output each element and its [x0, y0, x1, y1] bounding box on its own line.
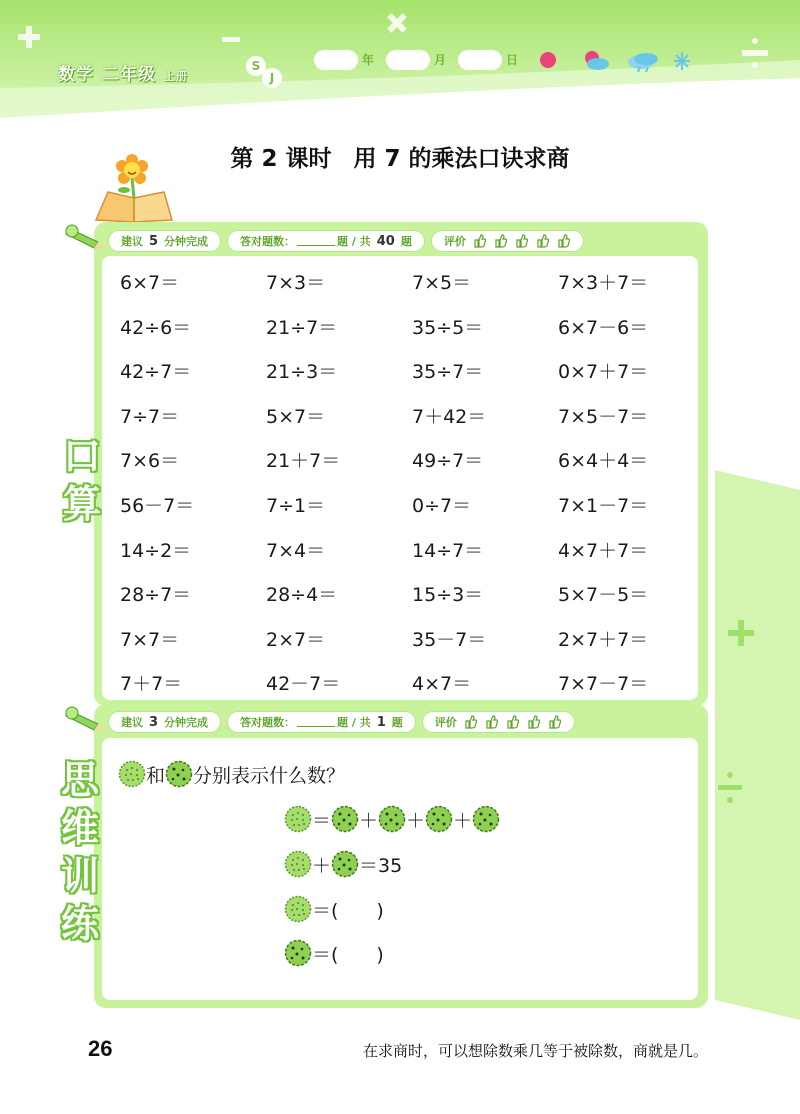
lesson-number: 第 2 课时	[230, 146, 332, 172]
total-label: 题 / 共	[337, 235, 371, 248]
day-label: 日	[506, 53, 519, 67]
oral-problem: 2×7＋7＝	[558, 628, 649, 651]
equation-2	[284, 849, 402, 879]
eq1-op-1: ＝	[312, 809, 332, 832]
thumb-up-icon[interactable]	[536, 234, 550, 248]
answer-blank-a[interactable]: ＝( )	[312, 899, 384, 922]
oral-problem: 7÷1＝	[266, 494, 326, 517]
rating-label: 评价	[434, 716, 457, 729]
total-value: 1	[376, 714, 386, 730]
weather-icons	[536, 50, 706, 74]
correct-label: 答对题数：	[240, 716, 296, 729]
suggest-label: 建议	[121, 716, 143, 729]
oral-suggest-time	[108, 230, 221, 252]
oral-problem: 42÷7＝	[120, 361, 192, 384]
oral-problem: 28÷4＝	[266, 584, 338, 607]
oral-problem: 7×7－7＝	[558, 673, 649, 696]
oral-problem: 7×3＝	[266, 272, 326, 294]
volume-label: 上册	[164, 70, 188, 83]
correct-count-field[interactable]	[297, 236, 335, 246]
oral-problem: 7×1－7＝	[558, 494, 649, 517]
total-value: 40	[376, 233, 395, 249]
thumb-up-icon[interactable]	[515, 234, 529, 248]
subject-label: 数学	[58, 65, 94, 85]
suggest-label: 建议	[121, 235, 143, 248]
thinking-correct-count	[227, 711, 416, 733]
rain-icon[interactable]	[634, 53, 658, 72]
thumb-up-icon[interactable]	[473, 234, 487, 248]
oral-problem: 42－7＝	[266, 673, 341, 696]
oral-problem: 21÷3＝	[266, 361, 338, 384]
cookie-a-icon	[284, 805, 312, 833]
oral-problem: 7×4＝	[266, 539, 326, 562]
total-unit: 题	[391, 716, 403, 729]
oral-problem: 6×4＋4＝	[558, 450, 649, 473]
cookie-a-icon	[284, 850, 312, 878]
thinking-section-label	[52, 756, 108, 948]
year-label: 年	[362, 53, 375, 67]
oral-problem: 28÷7＝	[120, 584, 192, 607]
thinking-rating	[422, 711, 575, 733]
oral-problem: 7×7＝	[120, 628, 180, 651]
oral-rating	[431, 230, 584, 252]
cookie-a-icon	[118, 760, 146, 788]
thinking-label-char-4: 练	[60, 902, 99, 946]
oral-problem: 6×7＝	[120, 272, 180, 294]
day-field[interactable]	[458, 50, 502, 70]
answer-line-a	[284, 894, 384, 924]
thumb-up-icon[interactable]	[557, 234, 571, 248]
month-field[interactable]	[386, 50, 430, 70]
oral-problem: 42÷6＝	[120, 316, 192, 339]
rating-label: 评价	[443, 235, 466, 248]
oral-problem: 5×7－5＝	[558, 584, 649, 607]
correct-label: 答对题数：	[240, 235, 296, 248]
oral-problem: 6×7－6＝	[558, 316, 649, 339]
eq1-op-4: ＋	[453, 809, 473, 832]
oral-problem: 5×7＝	[266, 405, 326, 428]
answer-line-b	[284, 938, 384, 968]
thinking-question	[118, 760, 345, 788]
edition-badge-j: J	[262, 68, 282, 88]
lesson-topic: 用 7 的乘法口诀求商	[353, 146, 570, 172]
oral-problem: 56－7＝	[120, 494, 195, 517]
edition-badge-s: S	[246, 56, 266, 76]
oral-label-char-1: 口	[62, 434, 101, 478]
eq1-op-3: ＋	[406, 809, 426, 832]
thinking-info-bar	[108, 711, 581, 733]
cookie-b-icon	[425, 805, 453, 833]
oral-problem: 14÷7＝	[412, 539, 484, 562]
footer-tip: 在求商时，可以想除数乘几等于被除数，商就是几。	[362, 1042, 708, 1060]
thumb-up-icon[interactable]	[494, 234, 508, 248]
thinking-label-char-3: 训	[60, 854, 99, 898]
minutes-unit: 分钟完成	[164, 235, 209, 248]
oral-section-label	[54, 432, 110, 528]
book-flower-illustration	[94, 152, 176, 224]
oral-problem: 14÷2＝	[120, 539, 192, 562]
equation-1	[284, 804, 500, 834]
thumb-up-icon[interactable]	[548, 715, 562, 729]
oral-problem: 49÷7＝	[412, 450, 484, 473]
cookie-b-icon	[284, 939, 312, 967]
minutes-unit: 分钟完成	[164, 716, 209, 729]
oral-problem: 4×7＝	[412, 673, 472, 696]
oral-correct-count	[227, 230, 425, 252]
oral-problem: 21÷7＝	[266, 316, 338, 339]
pencil-icon	[64, 222, 110, 252]
thumb-up-icon[interactable]	[527, 715, 541, 729]
grade-label: 二年级	[102, 65, 156, 85]
oral-problem: 2×7＝	[266, 628, 326, 651]
thinking-label-char-1: 思	[60, 758, 99, 802]
page-number: 26	[88, 1036, 113, 1061]
oral-problem: 7×5－7＝	[558, 405, 649, 428]
question-and: 和	[146, 764, 166, 787]
correct-count-field[interactable]	[297, 717, 335, 727]
oral-problem: 0÷7＝	[412, 494, 472, 517]
month-label: 月	[434, 53, 447, 67]
pencil-icon	[64, 704, 110, 734]
oral-problem: 7÷7＝	[120, 405, 180, 428]
oral-problem: 7×6＝	[120, 450, 180, 473]
oral-problem: 4×7＋7＝	[558, 539, 649, 562]
oral-info-bar	[108, 230, 590, 252]
oral-problem: 7×3＋7＝	[558, 272, 649, 294]
year-field[interactable]	[314, 50, 358, 70]
total-unit: 题	[400, 235, 412, 248]
oral-problem-grid	[120, 266, 700, 712]
oral-problem: 7×5＝	[412, 272, 472, 294]
oral-problem: 21＋7＝	[266, 450, 341, 473]
snow-icon[interactable]	[674, 52, 690, 70]
oral-problem: 7＋42＝	[412, 405, 487, 428]
thinking-label-char-2: 维	[60, 806, 99, 850]
eq2-op: ＋	[312, 854, 332, 877]
cookie-b-icon	[472, 805, 500, 833]
sun-cloud-icon[interactable]	[585, 51, 609, 70]
total-label: 题 / 共	[337, 716, 371, 729]
thumb-up-icon[interactable]	[485, 715, 499, 729]
oral-problem: 35－7＝	[412, 628, 487, 651]
eq1-op-2: ＋	[359, 809, 379, 832]
oral-problem: 7＋7＝	[120, 673, 183, 696]
oral-label-char-2: 算	[62, 482, 101, 526]
answer-blank-b[interactable]: ＝( )	[312, 943, 384, 966]
thinking-suggest-time	[108, 711, 221, 733]
oral-problem: 35÷5＝	[412, 316, 484, 339]
cookie-b-icon	[165, 760, 193, 788]
cookie-a-icon	[284, 895, 312, 923]
oral-problem: 0×7＋7＝	[558, 361, 649, 384]
question-text: 分别表示什么数？	[193, 764, 346, 787]
oral-problem: 35÷7＝	[412, 361, 484, 384]
header-subject	[58, 60, 188, 88]
sun-icon[interactable]	[540, 52, 556, 68]
minutes-value: 3	[149, 714, 159, 730]
oral-problem: 15÷3＝	[412, 584, 484, 607]
minutes-value: 5	[149, 233, 159, 249]
eq2-result: ＝35	[359, 854, 403, 877]
cookie-b-icon	[331, 805, 359, 833]
cookie-b-icon	[331, 850, 359, 878]
thumb-up-icon[interactable]	[464, 715, 478, 729]
thumb-up-icon[interactable]	[506, 715, 520, 729]
cookie-b-icon	[378, 805, 406, 833]
